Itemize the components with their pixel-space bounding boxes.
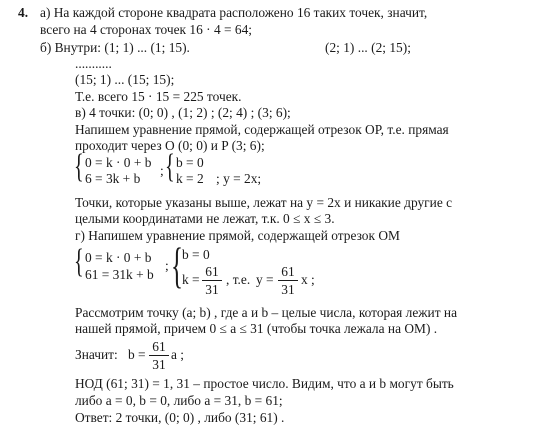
equation-tail: ; y = 2x; (216, 171, 262, 186)
equation-row: b = 0 (176, 155, 204, 170)
equation-row: 6 = 3k + b (85, 171, 141, 186)
left-brace: { (171, 237, 183, 293)
text-line: Рассмотрим точку (a; b) , где a и b – целые числа, которая лежит на (75, 305, 458, 320)
text-fragment: b = (128, 347, 146, 362)
fraction: 61 31 (149, 339, 169, 372)
text-fragment: , т.е. (226, 272, 251, 287)
text-fragment: x ; (301, 272, 315, 287)
text-line: (15; 1) ... (15; 15); (75, 72, 175, 87)
equation-row: k = 2 (176, 171, 204, 186)
text-line: а) На каждой стороне квадрата расположено 16 таких точек, значит, (40, 5, 428, 20)
fraction: 61 31 (278, 264, 298, 297)
text-line: г) Напишем уравнение прямой, содержащей отрезок OM (75, 228, 400, 243)
text-line: либо a = 0, b = 0, либо a = 31, b = 61; (75, 393, 283, 408)
text-line: нашей прямой, причем 0 ≤ a ≤ 31 (чтобы точка лежала на OM) . (75, 321, 438, 336)
text-line: в) 4 точки: (0; 0) , (1; 2) ; (2; 4) ; (3; 6); (75, 105, 291, 120)
text-line: Напишем уравнение прямой, содержащей отрезок OP, т.е. прямая (75, 122, 449, 137)
text-line: Точки, которые указаны выше, лежат на y = 2x и никакие другие с (75, 195, 453, 210)
text-line: б) Внутри: (1; 1) ... (1; 15). (40, 40, 190, 55)
text-fragment: Значит: (75, 347, 118, 362)
equation-row: 0 = k · 0 + b (85, 250, 152, 265)
equation-row: b = 0 (182, 247, 210, 262)
problem-number: 4. (18, 5, 29, 20)
text-line: целыми координатами не лежат, т.к. 0 ≤ x ≤ 3. (75, 211, 335, 226)
equation-row: k = (182, 272, 200, 287)
text-line: проходит через O (0; 0) и P (3; 6); (75, 138, 265, 153)
text-line: всего на 4 сторонах точек 16 · 4 = 64; (40, 22, 253, 37)
left-brace: { (165, 148, 175, 185)
text-line: Ответ: 2 точки, (0; 0) , либо (31; 61) . (75, 410, 285, 425)
text-fragment: y = (256, 272, 274, 287)
left-brace: { (74, 148, 84, 185)
equation-row: 61 = 31k + b (85, 267, 154, 282)
left-brace: { (74, 243, 84, 280)
text-line: ........... (75, 56, 112, 71)
text-line: (2; 1) ... (2; 15); (325, 40, 411, 55)
text-fragment: a ; (171, 347, 185, 362)
text-line: НОД (61; 31) = 1, 31 – простое число. Видим, что a и b могут быть (75, 376, 454, 391)
fraction: 61 31 (202, 264, 222, 297)
equation-row: 0 = k · 0 + b (85, 155, 152, 170)
text-line: Т.е. всего 15 · 15 = 225 точек. (75, 89, 242, 104)
